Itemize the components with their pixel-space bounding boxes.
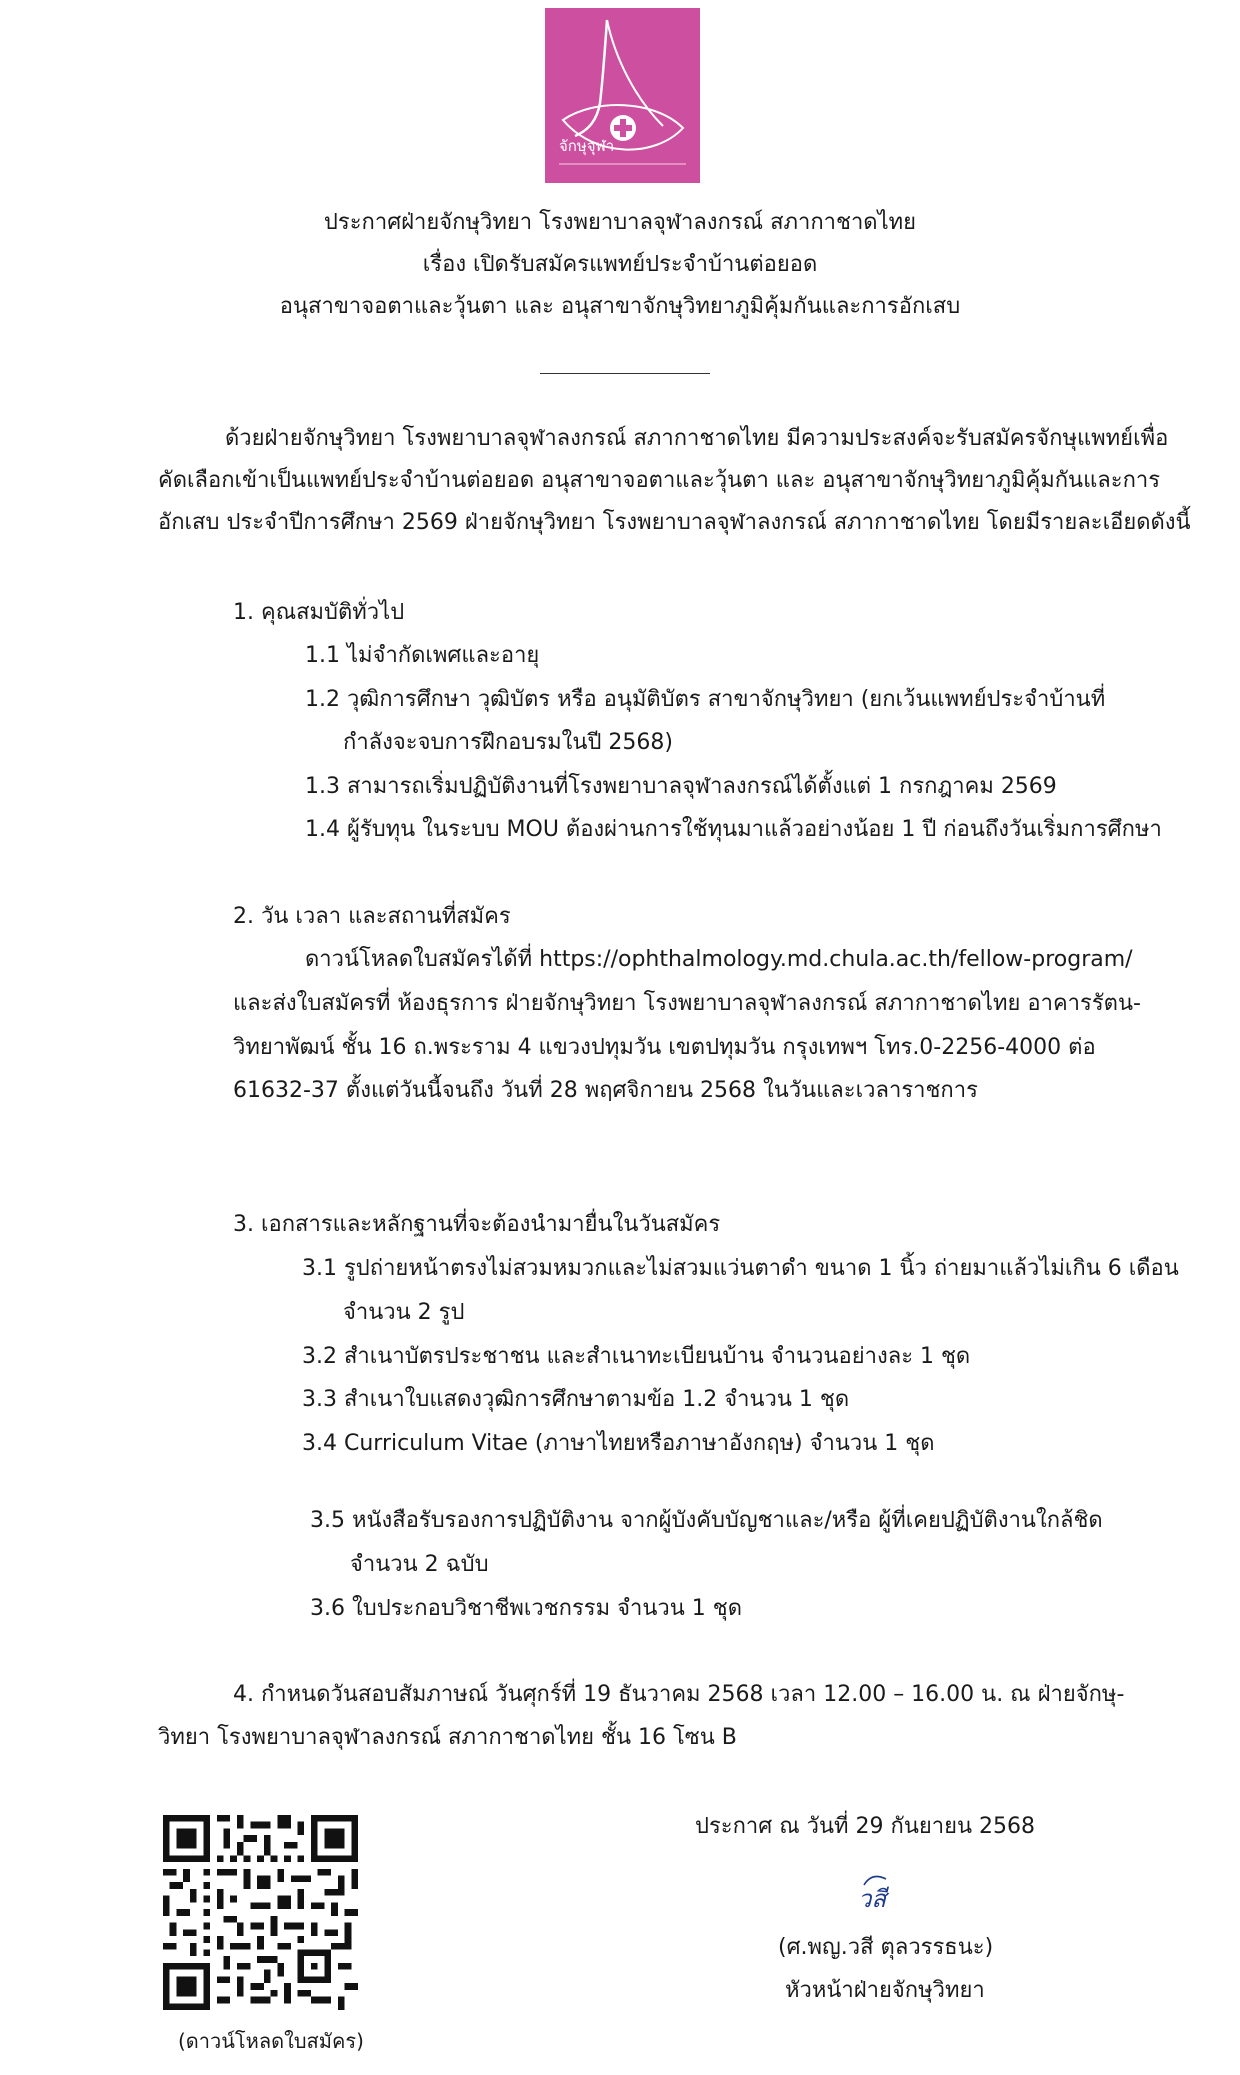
section-3-item-2: 3.2 สำเนาบัตรประชาชน และสำเนาทะเบียนบ้าน จำนวนอย่างละ 1 ชุด xyxy=(302,1344,971,1369)
intro-line-3: อักเสบ ประจำปีการศึกษา 2569 ฝ่ายจักษุวิทยา โรงพยาบาลจุฬาลงกรณ์ สภากาชาดไทย โดยมีรายละเอียดดังนี้ xyxy=(158,510,1191,535)
qr-caption: (ดาวน์โหลดใบสมัคร) xyxy=(178,2029,364,2053)
section-1-item-1: 1.1 ไม่จำกัดเพศและอายุ xyxy=(305,643,540,668)
intro-line-2: คัดเลือกเข้าเป็นแพทย์ประจำบ้านต่อยอด อนุสาขาจอตาและวุ้นตา และ อนุสาขาจักษุวิทยาภูมิคุ้มกันและการ xyxy=(158,468,1161,493)
signatory-position: หัวหน้าฝ่ายจักษุวิทยา xyxy=(785,1978,985,2003)
section-4-line-1: 4. กำหนดวันสอบสัมภาษณ์ วันศุกร์ที่ 19 ธันวาคม 2568 เวลา 12.00 – 16.00 น. ณ ฝ่ายจักษุ- xyxy=(233,1682,1125,1707)
section-3-item-3: 3.3 สำเนาใบแสดงวุฒิการศึกษาตามข้อ 1.2 จำนวน 1 ชุด xyxy=(302,1387,850,1412)
section-1-title: 1. คุณสมบัติทั่วไป xyxy=(233,600,405,625)
section-3-item-6: 3.6 ใบประกอบวิชาชีพเวชกรรม จำนวน 1 ชุด xyxy=(310,1596,742,1621)
qr-code[interactable] xyxy=(163,1815,358,2010)
section-3-item-5-cont: จำนวน 2 ฉบับ xyxy=(350,1552,489,1577)
header-divider xyxy=(540,373,710,374)
logo-text: จักษุจุฬา xyxy=(559,137,615,155)
intro-line-1: ด้วยฝ่ายจักษุวิทยา โรงพยาบาลจุฬาลงกรณ์ สภากาชาดไทย มีความประสงค์จะรับสมัครจักษุแพทย์เพื่อ xyxy=(225,426,1169,451)
section-2-line-2: และส่งใบสมัครที่ ห้องธุรการ ฝ่ายจักษุวิทยา โรงพยาบาลจุฬาลงกรณ์ สภากาชาดไทย อาคารรัตน- xyxy=(233,991,1141,1016)
signatory-name: (ศ.พญ.วสี ตุลวรรธนะ) xyxy=(778,1935,994,1960)
section-3-item-1-cont: จำนวน 2 รูป xyxy=(343,1300,465,1325)
section-1-item-3: 1.3 สามารถเริ่มปฏิบัติงานที่โรงพยาบาลจุฬาลงกรณ์ได้ตั้งแต่ 1 กรกฎาคม 2569 xyxy=(305,774,1057,799)
hospital-logo xyxy=(545,8,700,183)
section-2-title: 2. วัน เวลา และสถานที่สมัคร xyxy=(233,904,511,929)
section-3-item-5: 3.5 หนังสือรับรองการปฏิบัติงาน จากผู้บังคับบัญชาและ/หรือ ผู้ที่เคยปฏิบัติงานใกล้ชิด xyxy=(310,1508,1103,1533)
section-4-line-2: วิทยา โรงพยาบาลจุฬาลงกรณ์ สภากาชาดไทย ชั้น 16 โซน B xyxy=(158,1725,737,1750)
section-1-item-2: 1.2 วุฒิการศึกษา วุฒิบัตร หรือ อนุมัติบัตร สาขาจักษุวิทยา (ยกเว้นแพทย์ประจำบ้านที่ xyxy=(305,687,1106,712)
section-2-line-1: ดาวน์โหลดใบสมัครได้ที่ https://ophthalmology.md.chula.ac.th/fellow-program/ xyxy=(305,947,1133,972)
section-1-item-4: 1.4 ผู้รับทุน ในระบบ MOU ต้องผ่านการใช้ทุนมาแล้วอย่างน้อย 1 ปี ก่อนถึงวันเริ่มการศึกษา xyxy=(305,817,1162,842)
section-1-item-2-cont: กำลังจะจบการฝึกอบรมในปี 2568) xyxy=(343,730,673,755)
section-2-line-3: วิทยาพัฒน์ ชั้น 16 ถ.พระราม 4 แขวงปทุมวัน เขตปทุมวัน กรุงเทพฯ โทร.0-2256-4000 ต่อ xyxy=(233,1035,1096,1060)
announcement-title: ประกาศฝ่ายจักษุวิทยา โรงพยาบาลจุฬาลงกรณ์ สภากาชาดไทย xyxy=(323,210,917,235)
announcement-date: ประกาศ ณ วันที่ 29 กันยายน 2568 xyxy=(695,1814,1036,1839)
section-3-item-4: 3.4 Curriculum Vitae (ภาษาไทยหรือภาษาอังกฤษ) จำนวน 1 ชุด xyxy=(302,1431,935,1456)
section-3-item-1: 3.1 รูปถ่ายหน้าตรงไม่สวมหมวกและไม่สวมแว่นตาดำ ขนาด 1 นิ้ว ถ่ายมาแล้วไม่เกิน 6 เดือน xyxy=(302,1256,1179,1281)
announcement-subject: เรื่อง เปิดรับสมัครแพทย์ประจำบ้านต่อยอด xyxy=(422,252,818,277)
signature xyxy=(858,1883,886,1917)
section-2-line-4: 61632-37 ตั้งแต่วันนี้จนถึง วันที่ 28 พฤศจิกายน 2568 ในวันและเวลาราชการ xyxy=(233,1078,978,1103)
announcement-subspecialty: อนุสาขาจอตาและวุ้นตา และ อนุสาขาจักษุวิทยาภูมิคุ้มกันและการอักเสบ xyxy=(279,294,961,319)
signature-text: วสี xyxy=(858,1885,887,1913)
section-3-title: 3. เอกสารและหลักฐานที่จะต้องนำมายื่นในวันสมัคร xyxy=(233,1212,721,1237)
